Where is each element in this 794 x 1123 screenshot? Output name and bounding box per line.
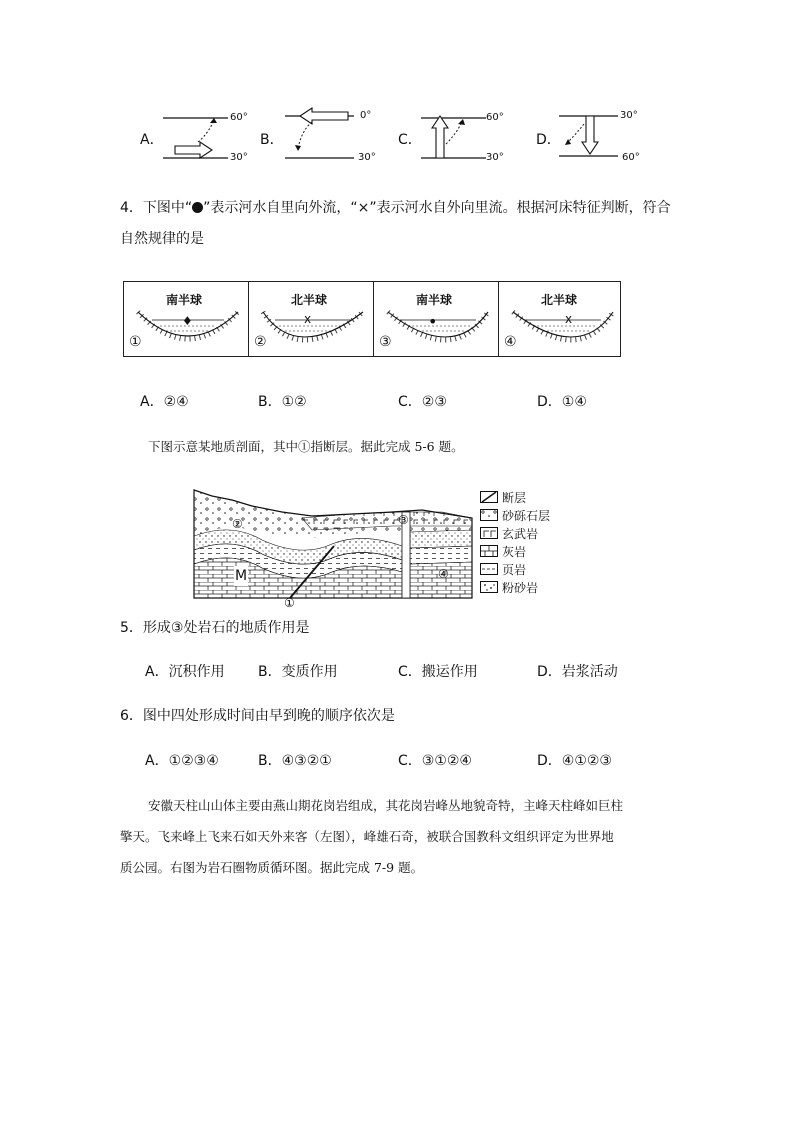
- q5-stem: 5．形成③处岩石的地质作用是: [120, 620, 310, 636]
- riverbed-panel-4-channel: [507, 302, 619, 354]
- riverbed-panel-2-label: 北半球: [291, 293, 328, 307]
- q5-option-c[interactable]: C．搬运作用: [398, 664, 478, 680]
- riverbed-panel-2-number: ②: [254, 334, 267, 350]
- geo-label-4: ④: [438, 567, 449, 581]
- intro-7-9-line3: 质公园。右图为岩石圈物质循环图。据此完成 7-9 题。: [120, 860, 424, 875]
- legend-swatch-siltstone: [480, 581, 498, 593]
- q3-option-c-top-lat: 60°: [486, 112, 504, 123]
- riverbed-panel-4-label: 北半球: [541, 293, 578, 307]
- q6-option-c[interactable]: C．③①②④: [398, 753, 472, 769]
- legend-swatch-gravel: [480, 509, 498, 521]
- geologic-section-figure: [192, 486, 568, 608]
- legend-item-limestone: [480, 542, 570, 560]
- legend-label-gravel: 砂砾石层: [502, 508, 551, 523]
- geo-legend: [480, 488, 570, 596]
- legend-label-limestone: 灰岩: [502, 544, 527, 559]
- q6-option-d[interactable]: D．④①②③: [537, 753, 612, 769]
- riverbed-panel-1-channel: [132, 302, 244, 354]
- riverbed-panel-1-label: 南半球: [166, 293, 203, 307]
- q4-stem-part2: ”表示河水自里向外流，“×”表示河水自外向里流。根据河床特征判断，符合: [203, 200, 671, 216]
- intro-7-9-line2: 擎天。飞来峰上飞来石如天外来客（左图），峰雄石奇，被联合国教科文组织评定为世界地: [120, 829, 614, 844]
- intro-5-6: 下图示意某地质剖面，其中①指断层。据此完成 5-6 题。: [148, 439, 464, 454]
- legend-swatch-limestone: [480, 545, 498, 557]
- riverbed-panel-1-mark: ♦: [182, 314, 193, 328]
- riverbed-panel-3-number: ③: [379, 334, 392, 350]
- riverbed-panel-3-label: 南半球: [416, 293, 453, 307]
- q4-stem-line1: [120, 198, 671, 218]
- riverbed-panel-2: [249, 282, 374, 356]
- riverbed-panel-3: [374, 282, 499, 356]
- legend-swatch-fault: [480, 491, 498, 503]
- riverbed-panel-4: [499, 282, 620, 356]
- geo-label-3: ③: [398, 513, 409, 527]
- q3-option-b-bottom-lat: 30°: [358, 152, 376, 163]
- legend-item-gravel: [480, 506, 570, 524]
- q3-option-d-diagram: [556, 100, 656, 170]
- q5-option-b[interactable]: B．变质作用: [258, 664, 338, 680]
- riverbed-figure: [123, 281, 621, 357]
- q6-option-a[interactable]: A．①②③④: [145, 753, 219, 769]
- legend-label-shale: 页岩: [502, 562, 527, 577]
- legend-item-basalt: [480, 524, 570, 542]
- filled-dot-icon: [192, 202, 203, 213]
- q4-option-b[interactable]: B．①②: [258, 394, 307, 410]
- q3-option-a-letter: A．: [140, 132, 164, 148]
- q4-stem-line2: 自然规律的是: [120, 231, 204, 247]
- q3-option-c-bottom-lat: 30°: [486, 152, 504, 163]
- geo-label-fault: ①: [284, 596, 295, 610]
- legend-item-shale: [480, 560, 570, 578]
- geo-label-m: M: [235, 568, 248, 584]
- q3-option-a-bottom-lat: 30°: [230, 152, 248, 163]
- q6-stem: 6．图中四处形成时间由早到晚的顺序依次是: [120, 708, 395, 724]
- q5-option-d[interactable]: D．岩浆活动: [537, 664, 618, 680]
- riverbed-panel-3-mark: •: [428, 312, 438, 331]
- riverbed-panel-1: [124, 282, 249, 356]
- riverbed-panel-2-mark: x: [304, 312, 312, 326]
- q3-options-row: [0, 100, 794, 170]
- q3-option-b-letter: B．: [260, 132, 284, 148]
- riverbed-panel-2-channel: [257, 302, 369, 354]
- legend-label-fault: 断层: [502, 490, 527, 505]
- riverbed-panel-3-channel: [382, 302, 494, 354]
- q3-option-d-letter: D．: [536, 132, 561, 148]
- legend-swatch-shale: [480, 563, 498, 575]
- q3-option-d-bottom-lat: 60°: [622, 152, 640, 163]
- q4-option-d[interactable]: D．①④: [537, 394, 587, 410]
- q3-option-c-letter: C．: [398, 132, 422, 148]
- q4-stem-part1: 4．下图中“: [120, 200, 193, 216]
- q5-option-a[interactable]: A．沉积作用: [145, 664, 225, 680]
- geo-label-2: ②: [232, 517, 243, 531]
- legend-item-siltstone: [480, 578, 570, 596]
- legend-label-siltstone: 粉砂岩: [502, 580, 539, 595]
- q4-option-a[interactable]: A．②④: [140, 394, 189, 410]
- geologic-section-drawing: [192, 486, 474, 608]
- legend-swatch-basalt: [480, 527, 498, 539]
- riverbed-panel-1-number: ①: [129, 334, 142, 350]
- riverbed-panel-4-mark: x: [565, 312, 573, 326]
- riverbed-panel-4-number: ④: [504, 334, 517, 350]
- intro-7-9-line1: 安徽天柱山山体主要由燕山期花岗岩组成，其花岗岩峰丛地貌奇特，主峰天柱峰如巨柱: [148, 798, 624, 813]
- legend-item-fault: [480, 488, 570, 506]
- q4-option-c[interactable]: C．②③: [398, 394, 447, 410]
- legend-label-basalt: 玄武岩: [502, 526, 539, 541]
- q3-option-a-top-lat: 60°: [230, 112, 248, 123]
- q3-option-b-top-lat: 0°: [360, 110, 372, 121]
- q6-option-b[interactable]: B．④③②①: [258, 753, 332, 769]
- q3-option-d-top-lat: 30°: [620, 110, 638, 121]
